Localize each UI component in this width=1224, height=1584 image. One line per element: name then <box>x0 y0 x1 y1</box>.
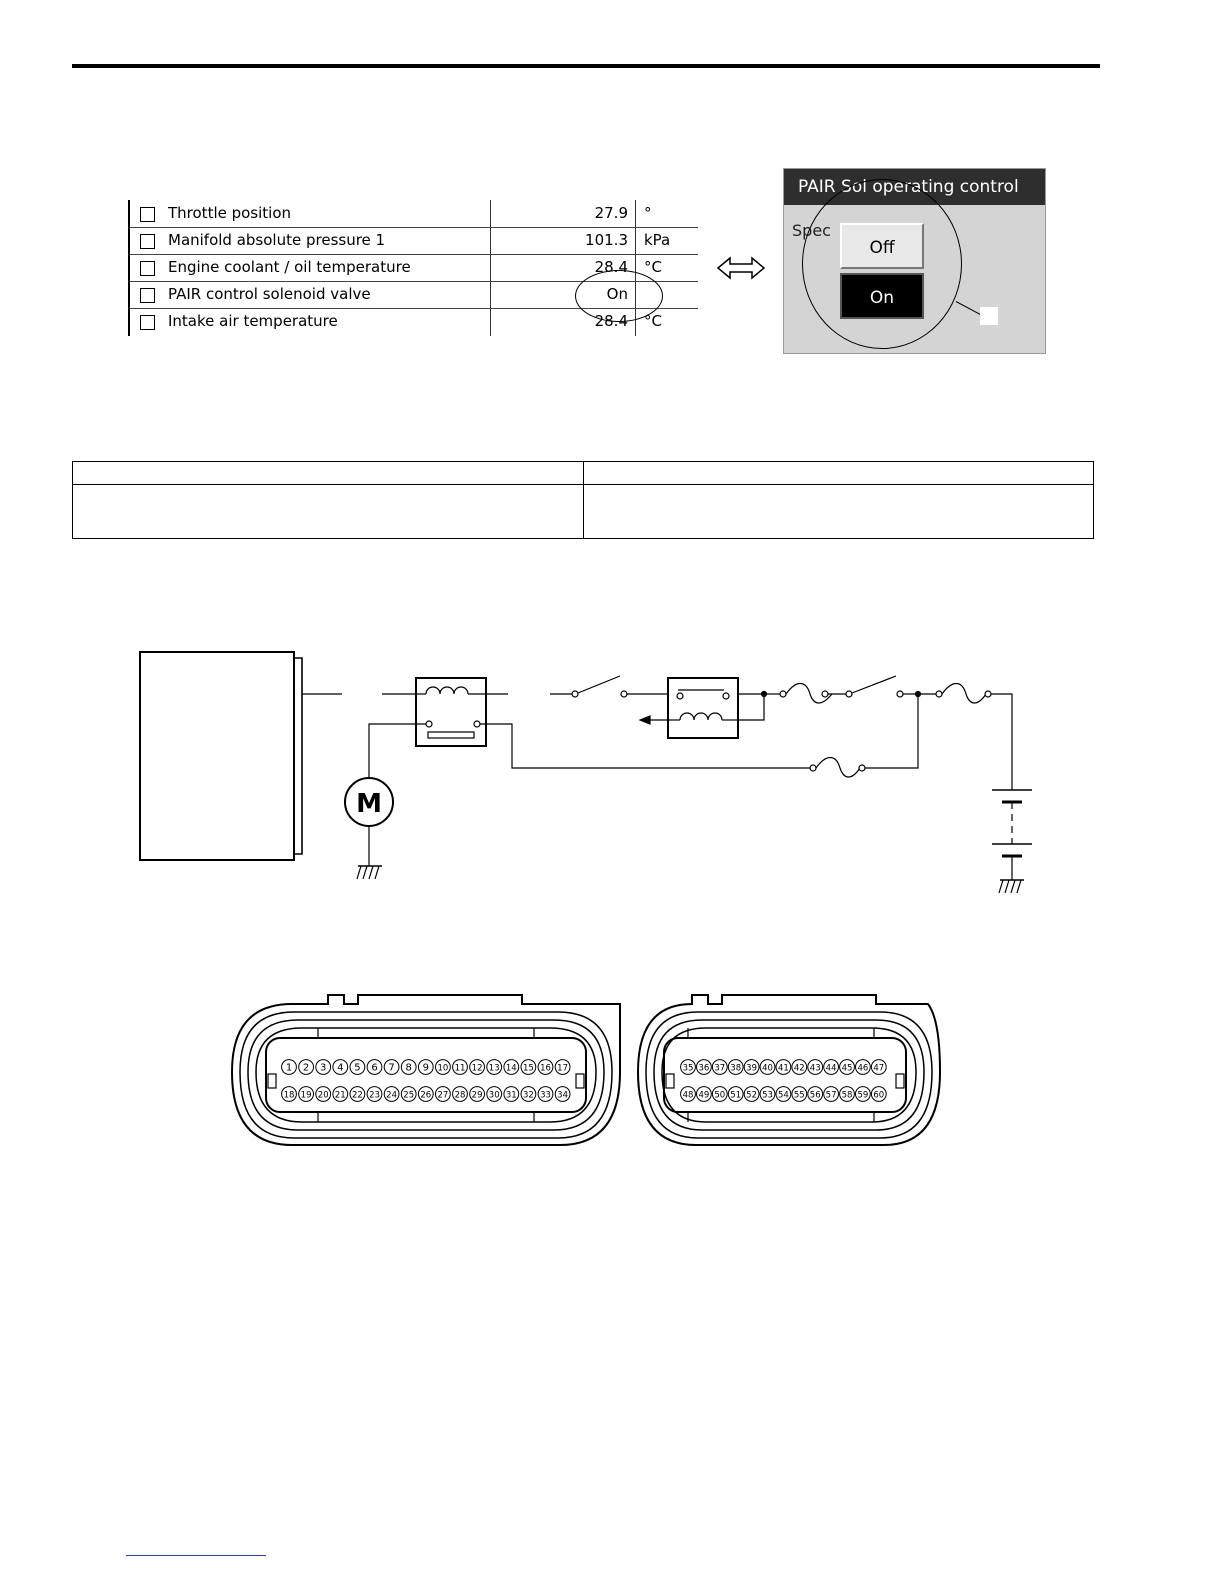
pin-number: 32 <box>522 1090 534 1101</box>
pin-number: 8 <box>405 1062 412 1074</box>
relay-2 <box>640 678 738 738</box>
pin-number: 22 <box>351 1090 363 1101</box>
highlight-circle <box>802 179 962 349</box>
pin-number: 56 <box>809 1090 821 1101</box>
pin-number: 44 <box>825 1063 837 1074</box>
pin-number: 52 <box>746 1090 758 1101</box>
table-row[interactable] <box>130 227 698 255</box>
pin-number: 33 <box>540 1090 551 1101</box>
pin-number: 9 <box>422 1062 429 1074</box>
row-checkbox[interactable] <box>140 261 155 276</box>
pin-number: 40 <box>762 1063 773 1074</box>
ground-icon <box>999 880 1024 893</box>
blank-table <box>72 461 1094 539</box>
ecm-connector-diagram <box>228 990 948 1155</box>
pin-number: 17 <box>557 1063 569 1074</box>
pin-number: 45 <box>841 1063 853 1074</box>
callout-marker <box>980 307 998 325</box>
pin-number: 19 <box>300 1090 312 1101</box>
item-label: Manifold absolute pressure 1 <box>168 231 386 249</box>
item-unit: kPa <box>644 231 671 249</box>
pin-row-right-top <box>681 1060 887 1075</box>
pin-number: 3 <box>320 1062 327 1074</box>
item-value: 28.4 <box>594 312 628 330</box>
pin-number: 28 <box>454 1090 466 1101</box>
pin-number: 25 <box>403 1090 415 1101</box>
pin-number: 31 <box>505 1090 517 1101</box>
pin-number: 10 <box>437 1063 449 1074</box>
pin-number: 57 <box>825 1090 837 1101</box>
ecm-box <box>140 652 302 860</box>
pin-number: 1 <box>285 1062 293 1074</box>
pin-number: 26 <box>420 1090 432 1101</box>
pin-number: 15 <box>522 1063 534 1074</box>
pin-number: 6 <box>371 1062 378 1074</box>
pin-number: 58 <box>841 1090 853 1101</box>
pin-number: 29 <box>471 1090 483 1101</box>
pin-number: 16 <box>540 1063 551 1074</box>
item-unit: °C <box>644 258 662 276</box>
pin-number: 50 <box>714 1090 726 1101</box>
pin-number: 14 <box>505 1063 517 1074</box>
row-checkbox[interactable] <box>140 234 155 249</box>
wire <box>738 694 764 720</box>
switch-2 <box>846 676 903 697</box>
pin-number: 18 <box>283 1090 295 1101</box>
item-label: Engine coolant / oil temperature <box>168 258 411 276</box>
pin-number: 60 <box>873 1090 885 1101</box>
pin-number: 11 <box>454 1063 466 1074</box>
pin-number: 47 <box>873 1063 885 1074</box>
ground-icon <box>357 866 382 879</box>
motor-label: M <box>356 789 382 819</box>
pin-number: 48 <box>682 1090 694 1101</box>
wire <box>991 694 1012 790</box>
item-value: 27.9 <box>594 204 628 222</box>
relay-1 <box>416 678 486 746</box>
header-rule <box>72 64 1100 68</box>
pin-number: 5 <box>354 1062 361 1074</box>
item-label: Throttle position <box>168 204 292 222</box>
double-arrow-icon <box>716 256 766 280</box>
pin-number: 42 <box>793 1063 805 1074</box>
fuse-2 <box>936 684 991 704</box>
fuse-1 <box>780 684 832 704</box>
active-control-panel <box>783 168 1046 354</box>
pin-number: 59 <box>857 1090 869 1101</box>
spec-label: Spec <box>792 221 831 240</box>
pin-number: 4 <box>337 1062 344 1074</box>
pin-number: 36 <box>698 1063 710 1074</box>
table-header-cell <box>73 462 584 485</box>
pin-number: 21 <box>334 1090 346 1101</box>
row-checkbox[interactable] <box>140 288 155 303</box>
pin-number: 2 <box>302 1062 310 1074</box>
item-label: PAIR control solenoid valve <box>168 285 371 303</box>
table-header-cell <box>584 462 1094 485</box>
pin-number: 41 <box>777 1063 789 1074</box>
pin-number: 51 <box>730 1090 742 1101</box>
wiring-diagram <box>120 640 1070 910</box>
item-label: Intake air temperature <box>168 312 338 330</box>
off-button[interactable]: Off <box>840 223 924 269</box>
pin-row-right-bottom <box>681 1087 887 1102</box>
pin-number: 34 <box>557 1090 569 1101</box>
table-cell <box>73 485 584 539</box>
item-unit: ° <box>644 204 652 222</box>
pin-number: 7 <box>388 1062 395 1074</box>
pin-number: 13 <box>488 1063 500 1074</box>
pin-number: 35 <box>682 1063 694 1074</box>
wire <box>865 694 918 768</box>
battery-icon <box>992 790 1032 880</box>
highlight-oval <box>575 270 663 322</box>
panel-title: PAIR Sol operating control <box>784 169 1045 205</box>
pin-number: 20 <box>317 1090 329 1101</box>
pin-number: 38 <box>730 1063 742 1074</box>
item-value: On <box>606 285 628 303</box>
callout-leader <box>956 301 981 315</box>
item-value: 101.3 <box>585 231 628 249</box>
wire <box>369 724 426 778</box>
table-cell <box>584 485 1094 539</box>
wire <box>480 724 810 768</box>
pin-number: 12 <box>471 1063 483 1074</box>
pin-number: 23 <box>369 1090 380 1101</box>
pin-row-left-bottom <box>282 1087 570 1102</box>
pin-number: 46 <box>857 1063 869 1074</box>
motor-icon <box>345 778 393 826</box>
pin-number: 37 <box>714 1063 726 1074</box>
item-unit: °C <box>644 312 662 330</box>
pin-number: 43 <box>809 1063 821 1074</box>
on-button[interactable]: On <box>840 273 924 319</box>
table-row[interactable] <box>130 200 698 228</box>
pin-number: 24 <box>386 1090 398 1101</box>
pin-number: 55 <box>793 1090 805 1101</box>
switch-1 <box>572 676 627 697</box>
pin-number: 49 <box>698 1090 710 1101</box>
pin-number: 27 <box>437 1090 449 1101</box>
pin-row-left-top <box>282 1060 570 1075</box>
pin-number: 30 <box>488 1090 500 1101</box>
footer-link-underline <box>126 1555 266 1556</box>
item-value: 28.4 <box>594 258 628 276</box>
pin-number: 54 <box>777 1090 789 1101</box>
row-checkbox[interactable] <box>140 315 155 330</box>
pin-number: 39 <box>746 1063 758 1074</box>
fuse-3 <box>810 758 865 778</box>
pin-number: 53 <box>762 1090 773 1101</box>
row-checkbox[interactable] <box>140 207 155 222</box>
